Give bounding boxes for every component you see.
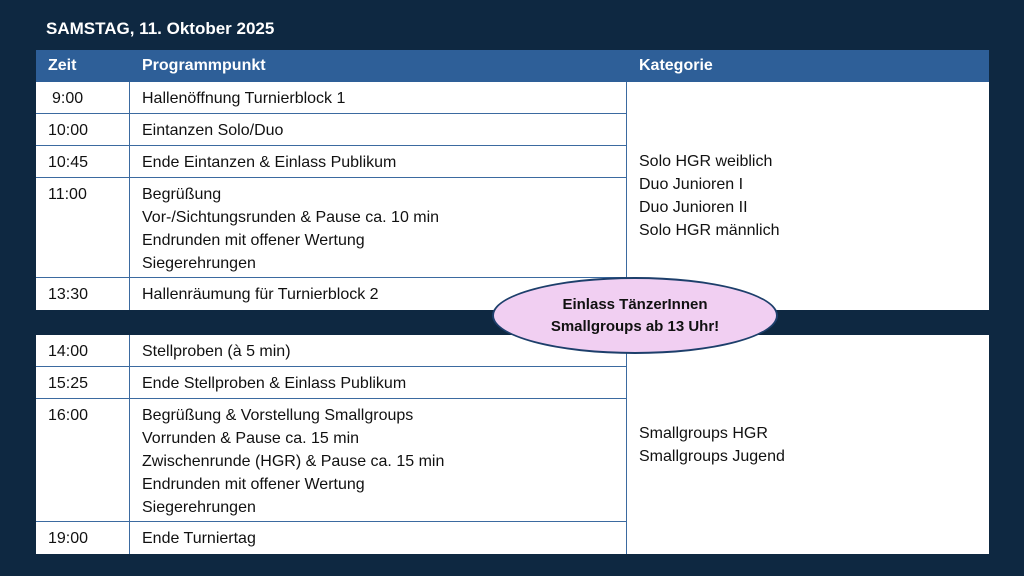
category-line: Duo Junioren I [639,176,744,193]
category-line: Solo HGR männlich [639,222,780,239]
program-line: Ende Turniertag [142,530,256,547]
program-line: Vorrunden & Pause ca. 15 min [142,430,360,447]
program-line: Siegerehrungen [142,499,256,516]
time-cell: 11:00 [36,178,130,278]
column-header-program: Programmpunkt [130,50,627,82]
program-cell [130,367,627,399]
time-cell: 15:25 [36,367,130,399]
program-line: Endrunden mit offener Wertung [142,476,365,493]
time-cell: 19:00 [36,522,130,554]
program-line: Begrüßung & Vorstellung Smallgroups [142,407,414,424]
program-cell [130,146,627,178]
category-line: Duo Junioren II [639,199,748,216]
column-header-category: Kategorie [627,50,989,82]
program-cell [130,178,627,278]
schedule-table-block-1 [36,50,989,310]
category-line: Smallgroups Jugend [639,447,785,465]
program-line: Eintanzen Solo/Duo [142,122,284,139]
time-cell: 10:00 [36,114,130,146]
program-cell [130,522,627,554]
program-cell [130,114,627,146]
time-cell: 13:30 [36,278,130,310]
program-line: Begrüßung [142,186,222,203]
time-cell: 14:00 [36,335,130,367]
program-line: Zwischenrunde (HGR) & Pause ca. 15 min [142,453,445,470]
time-cell: 9:00 [36,82,130,114]
program-line: Vor-/Sichtungsrunden & Pause ca. 10 min [142,209,440,226]
schedule-table-block-2 [36,335,989,554]
page-title: SAMSTAG, 11. Oktober 2025 [46,19,275,38]
category-cell-block-1 [627,82,989,310]
program-line: Stellproben (à 5 min) [142,343,291,360]
category-cell-block-2 [627,335,989,554]
callout-line: Smallgroups ab 13 Uhr! [550,317,720,335]
program-cell [130,399,627,522]
time-cell: 10:45 [36,146,130,178]
program-line: Ende Stellproben & Einlass Publikum [142,375,407,392]
callout-bubble [492,277,778,354]
program-line: Hallenöffnung Turnierblock 1 [142,90,346,107]
category-line: Solo HGR weiblich [639,153,773,170]
column-header-time: Zeit [36,50,130,82]
callout-line: Einlass TänzerInnen [562,295,708,313]
program-line: Hallenräumung für Turnierblock 2 [142,286,379,303]
category-line: Smallgroups HGR [639,424,768,442]
program-line: Ende Eintanzen & Einlass Publikum [142,154,397,171]
time-cell: 16:00 [36,399,130,522]
program-line: Siegerehrungen [142,255,256,272]
program-line: Endrunden mit offener Wertung [142,232,365,249]
program-cell [130,82,627,114]
